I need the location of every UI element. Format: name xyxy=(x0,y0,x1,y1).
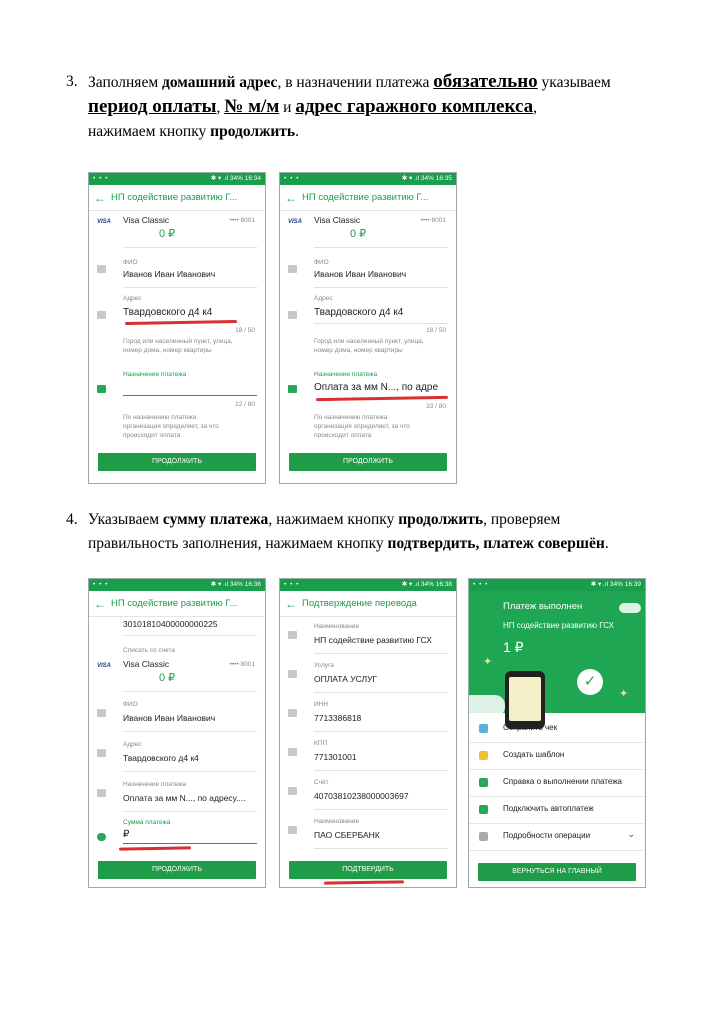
underlined-period: период оплаты xyxy=(88,96,217,117)
divider xyxy=(123,691,257,692)
address-input[interactable]: Твардовского д4 к4 xyxy=(314,307,404,318)
document-icon xyxy=(97,385,106,393)
save-receipt-icon xyxy=(479,724,488,733)
field-value: 7713386818 xyxy=(314,713,362,723)
sum-input-line xyxy=(123,843,257,844)
highlight-underline xyxy=(324,880,404,884)
divider xyxy=(314,287,448,288)
screenshot-purpose-entry xyxy=(279,172,457,484)
continue-button[interactable]: ПРОДОЛЖИТЬ xyxy=(98,861,256,879)
step-number: 4. xyxy=(66,511,78,528)
visa-logo-icon: VISA xyxy=(97,663,112,669)
autopay-item[interactable] xyxy=(469,796,645,824)
card-number: •••• 8001 xyxy=(229,661,255,668)
field-label: Услуга xyxy=(314,662,334,669)
fio-label: ФИО xyxy=(123,701,138,708)
fio-value[interactable]: Иванов Иван Иванович xyxy=(314,269,407,279)
status-bar: • • • ✱ ▾ .ıl 34% 16:38 xyxy=(280,579,456,591)
card-name: Visa Classic xyxy=(314,215,361,225)
underlined-mm-number: № м/м xyxy=(224,96,280,117)
status-time: 16:36 xyxy=(244,581,261,588)
home-icon xyxy=(288,311,297,319)
back-arrow-icon[interactable]: ← xyxy=(94,596,106,611)
screenshot-confirm xyxy=(279,578,457,888)
field-label: Наименование xyxy=(314,818,360,825)
check-icon: ✓ xyxy=(577,669,603,695)
field-label: ИНН xyxy=(314,701,329,708)
status-time: 16:35 xyxy=(435,175,452,182)
field-icon xyxy=(288,631,297,639)
operation-details-icon xyxy=(479,832,488,841)
payment-certificate-icon xyxy=(479,778,488,787)
bold-continue: продолжить xyxy=(210,123,296,140)
home-icon xyxy=(97,311,106,319)
field-label: Счёт xyxy=(314,779,329,786)
back-arrow-icon[interactable]: ← xyxy=(285,190,297,205)
status-time: 16:38 xyxy=(435,581,452,588)
field-icon xyxy=(288,709,297,717)
field-value: 40703810238000003697 xyxy=(314,791,409,801)
fio-label: ФИО xyxy=(314,259,329,266)
save-receipt-item[interactable] xyxy=(469,715,645,743)
divider xyxy=(123,771,257,772)
status-bar: • • • ✱ ▾ .ıl 34% 16:39 xyxy=(469,579,645,591)
divider xyxy=(123,635,257,636)
purpose-label: Назначение платежа xyxy=(123,371,187,378)
field-icon xyxy=(288,670,297,678)
app-bar xyxy=(280,591,456,617)
address-input[interactable]: Твардовского д4 к4 xyxy=(123,307,213,318)
sum-input[interactable]: ₽ xyxy=(123,829,130,840)
divider xyxy=(123,247,257,248)
card-balance: 0 ₽ xyxy=(159,228,176,240)
sparkle-icon: ✦ xyxy=(483,656,493,668)
success-title: Платеж выполнен xyxy=(503,601,583,612)
step-number: 3. xyxy=(66,73,78,90)
field-value: ПАО СБЕРБАНК xyxy=(314,830,380,840)
address-label: Адрес xyxy=(123,295,142,302)
highlight-underline xyxy=(316,396,448,401)
fio-value: Иванов Иван Иванович xyxy=(123,713,216,723)
person-icon xyxy=(97,709,106,717)
field-icon xyxy=(288,826,297,834)
card-name: Visa Classic xyxy=(123,659,170,669)
cloud-icon xyxy=(468,695,505,717)
card-balance: 0 ₽ xyxy=(159,672,176,684)
screenshot-sum-entry xyxy=(88,578,266,888)
address-hint: Город или населенный пункт, улица, номер дома, номер квартиры xyxy=(314,338,424,354)
divider xyxy=(123,811,257,812)
divider xyxy=(314,653,448,654)
purpose-label: Назначение платежа xyxy=(123,781,187,788)
address-label: Адрес xyxy=(123,741,142,748)
back-arrow-icon[interactable]: ← xyxy=(285,596,297,611)
status-bar: • • • ✱ ▾ .ıl 34% 16:34 xyxy=(89,173,265,185)
purpose-input[interactable]: Оплата за мм N..., по адре xyxy=(314,382,439,393)
app-bar xyxy=(89,185,265,211)
divider xyxy=(314,770,448,771)
success-header xyxy=(469,591,645,713)
purpose-input-line[interactable] xyxy=(123,395,257,396)
screenshot-payment-done xyxy=(468,578,646,888)
bold-confirm: подтвердить, платеж совершён xyxy=(387,535,605,552)
divider xyxy=(314,323,448,324)
highlight-underline xyxy=(125,320,237,325)
divider xyxy=(123,731,257,732)
address-counter: 18 / 50 xyxy=(426,327,446,334)
fio-value[interactable]: Иванов Иван Иванович xyxy=(123,269,216,279)
operation-details-item[interactable] xyxy=(469,823,645,851)
action-label: Сохранить чек xyxy=(503,723,558,732)
purpose-label: Назначение платежа xyxy=(314,371,378,378)
bold-home-address: домашний адрес xyxy=(162,74,278,91)
status-time: 16:34 xyxy=(244,175,261,182)
payment-certificate-item[interactable] xyxy=(469,769,645,797)
field-icon xyxy=(288,787,297,795)
document-icon xyxy=(288,385,297,393)
action-label: Подключить автоплатеж xyxy=(503,804,594,813)
screen-title: НП содействие развитию Г... xyxy=(111,598,238,609)
purpose-counter: 33 / 80 xyxy=(426,403,446,410)
app-bar xyxy=(280,185,456,211)
status-bar: • • • ✱ ▾ .ıl 34% 16:35 xyxy=(280,173,456,185)
divider xyxy=(314,692,448,693)
field-value: 771301001 xyxy=(314,752,357,762)
status-bar: • • • ✱ ▾ .ıl 34% 16:36 xyxy=(89,579,265,591)
field-label: Наименование xyxy=(314,623,360,630)
fio-label: ФИО xyxy=(123,259,138,266)
cloud-icon xyxy=(619,603,641,613)
address-label: Адрес xyxy=(314,295,333,302)
purpose-hint: По назначению платежа организация определяет, за что происходит оплата xyxy=(123,414,219,439)
bold-continue: продолжить xyxy=(398,511,484,528)
bold-payment-sum: сумму платежа xyxy=(162,511,269,528)
purpose-hint: По назначению платежа организация определяет, за что происходит оплата xyxy=(314,414,410,439)
screenshot-address-entry xyxy=(88,172,266,484)
purpose-value: Оплата за мм N..., по адресу.... xyxy=(123,793,246,803)
back-to-home-button[interactable]: ВЕРНУТЬСЯ НА ГЛАВНЫЙ xyxy=(478,863,636,881)
address-hint: Город или населенный пункт, улица, номер дома, номер квартиры xyxy=(123,338,233,354)
success-amount: 1 ₽ xyxy=(503,639,524,655)
card-number: •••• 8001 xyxy=(229,217,255,224)
card-name: Visa Classic xyxy=(123,215,170,225)
visa-logo-icon: VISA xyxy=(97,219,112,225)
person-icon xyxy=(97,265,106,273)
action-label: Подробности операции xyxy=(503,831,591,840)
sum-label: Сумма платежа xyxy=(123,819,171,826)
back-arrow-icon[interactable]: ← xyxy=(94,190,106,205)
field-label: КПП xyxy=(314,740,328,747)
underlined-mandatory: обязательно xyxy=(433,71,538,92)
field-icon xyxy=(288,748,297,756)
debit-label: Списать со счета xyxy=(123,647,175,654)
highlight-underline xyxy=(119,846,191,850)
continue-button[interactable]: ПРОДОЛЖИТЬ xyxy=(289,453,447,471)
field-value: НП содействие развитию ГСХ xyxy=(314,635,432,645)
document-icon xyxy=(97,789,106,797)
home-icon xyxy=(97,749,106,757)
divider xyxy=(314,809,448,810)
create-template-icon xyxy=(479,751,488,760)
app-bar xyxy=(89,591,265,617)
step-4-text: 4. Указываем сумму платежа, нажимаем кнопку продолжить, проверяем правильность заполнения, нажимаем кнопку подтвердить, платеж совершён. xyxy=(66,508,686,556)
chevron-down-icon[interactable]: ⌄ xyxy=(627,829,635,839)
address-value: Твардовского д4 к4 xyxy=(123,753,199,763)
field-value: ОПЛАТА УСЛУГ xyxy=(314,674,378,684)
card-number: •••• 8001 xyxy=(420,217,446,224)
address-counter: 18 / 50 xyxy=(235,327,255,334)
divider xyxy=(314,247,448,248)
underlined-garage-address: адрес гаражного комплекса xyxy=(295,96,534,117)
success-recipient: НП содействие развитию ГСХ xyxy=(503,621,614,630)
person-icon xyxy=(288,265,297,273)
divider xyxy=(314,848,448,849)
purpose-counter: 22 / 80 xyxy=(235,401,255,408)
visa-logo-icon: VISA xyxy=(288,219,303,225)
screen-title: НП содействие развитию Г... xyxy=(302,192,429,203)
divider xyxy=(123,287,257,288)
autopay-icon xyxy=(479,805,488,814)
card-balance: 0 ₽ xyxy=(350,228,367,240)
action-label: Справка о выполнении платежа xyxy=(503,777,623,786)
divider xyxy=(314,731,448,732)
account-number: 30101810400000000225 xyxy=(123,619,218,629)
continue-button[interactable]: ПРОДОЛЖИТЬ xyxy=(98,453,256,471)
confirm-button[interactable]: ПОДТВЕРДИТЬ xyxy=(289,861,447,879)
screen-title: НП содействие развитию Г... xyxy=(111,192,238,203)
sparkle-icon: ✦ xyxy=(619,688,629,700)
money-bag-icon xyxy=(97,833,106,841)
create-template-item[interactable] xyxy=(469,742,645,770)
status-time: 16:39 xyxy=(624,581,641,588)
screen-title: Подтверждение перевода xyxy=(302,598,417,609)
action-label: Создать шаблон xyxy=(503,750,565,759)
step-3-text: 3. Заполняем домашний адрес, в назначении платежа обязательно указываем период оплаты, № м/м и адрес гаражного комплекса, нажимаем кнопку продолжить. xyxy=(66,71,611,140)
